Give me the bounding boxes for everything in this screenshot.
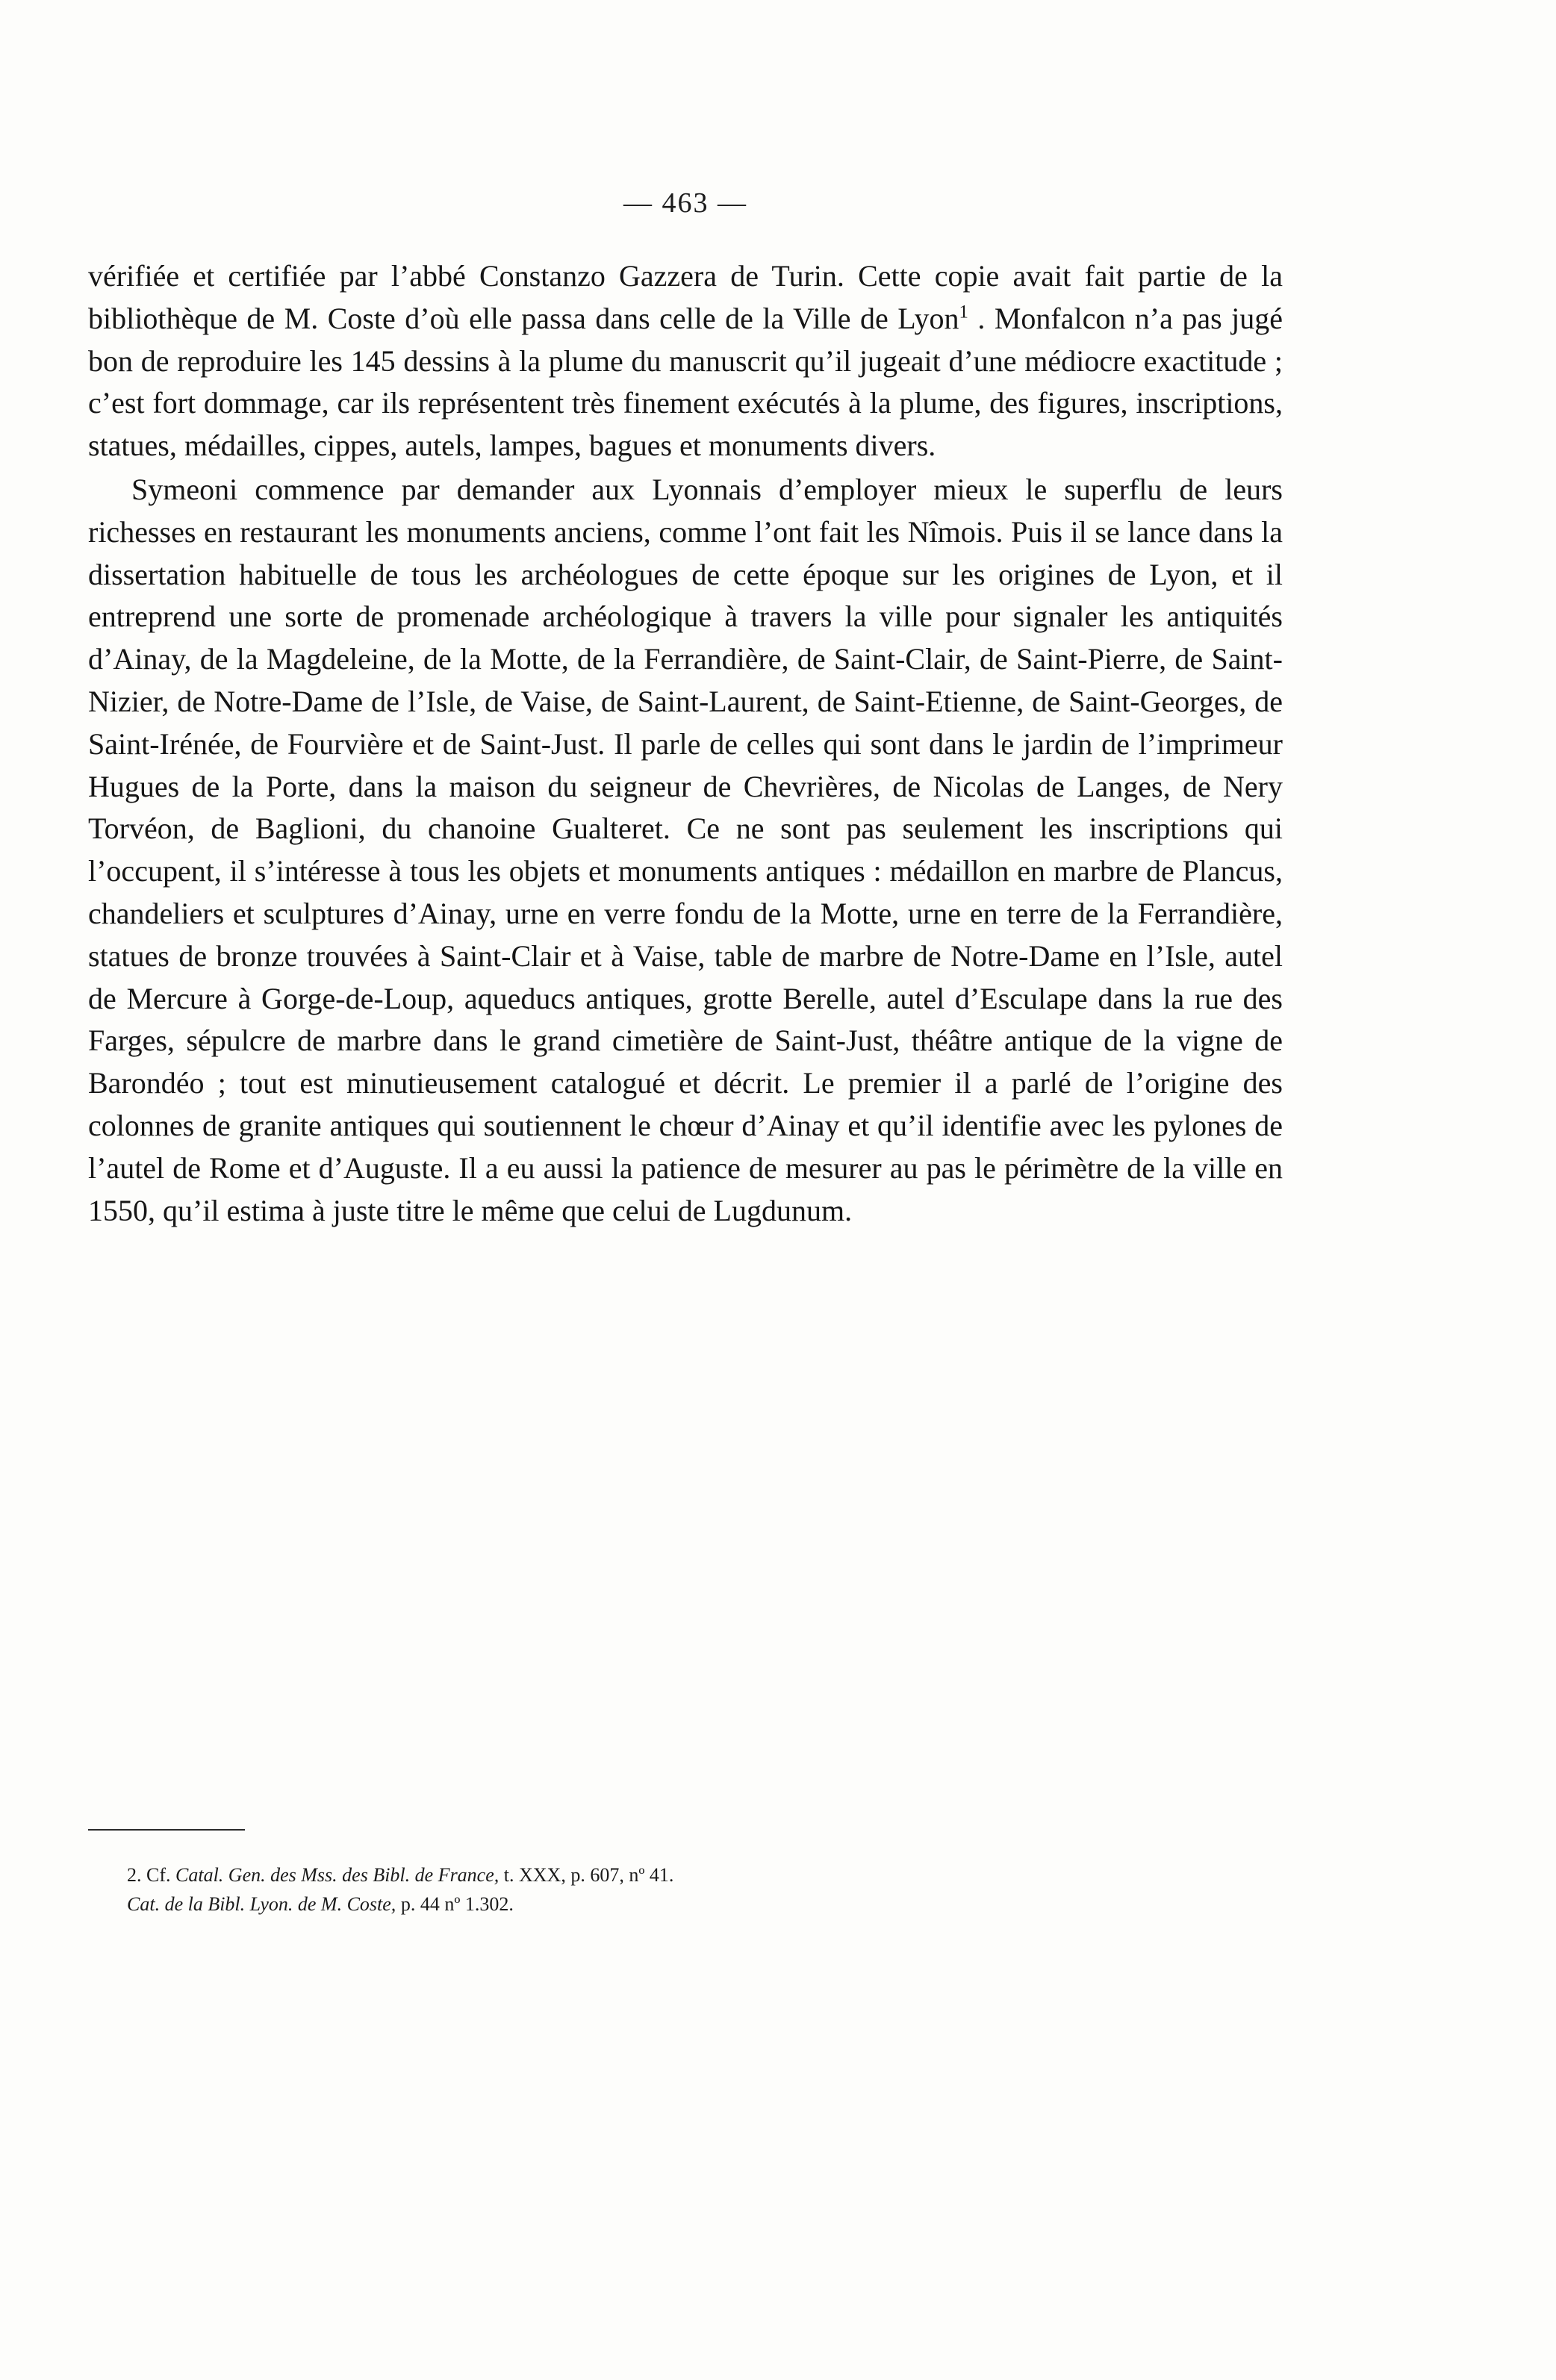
footnotes-block xyxy=(127,1860,1247,1919)
footnote-separator-rule xyxy=(88,1829,245,1831)
folio-suffix: — xyxy=(718,187,747,219)
footnote-title: Catal. Gen. des Mss. des Bibl. de France, xyxy=(175,1864,500,1886)
footnote-tail: p. 44 nº 1.302. xyxy=(396,1893,514,1915)
page-content xyxy=(88,187,1283,1232)
paragraph-2: Symeoni commence par demander aux Lyonnais d’employer mieux le superflu de leurs richesses en restaurant les monuments anciens, comme l’ont fait les Nîmois. Puis il se lance dans la dissertation habituelle de tous les archéologues de cette époque sur les origines de Lyon, et il entreprend une sorte de promenade archéologique à travers la ville pour signaler les antiquités d’Ainay, de la Magdeleine, de la Motte, de la Ferrandière, de Saint-Clair, de Saint-Pierre, de Saint-Nizier, de Notre-Dame de l’Isle, de Vaise, de Saint-Laurent, de Saint-Etienne, de Saint-Georges, de Saint-Irénée, de Fourvière et de Saint-Just. Il parle de celles qui sont dans le jardin de l’imprimeur Hugues de la Porte, dans la maison du seigneur de Chevrières, de Nicolas de Langes, de Nery Torvéon, de Baglioni, du chanoine Gualteret. Ce ne sont pas seulement les inscriptions qui l’occupent, il s’intéresse à tous les objets et monuments antiques : médaillon en marbre de Plancus, chandeliers et sculptures d’Ainay, urne en verre fondu de la Motte, urne en terre de la Ferrandière, statues de bronze trouvées à Saint-Clair et à Vaise, table de marbre de Notre-Dame en l’Isle, autel de Mercure à Gorge-de-Loup, aqueducs antiques, grotte Berelle, autel d’Esculape dans la rue des Farges, sépulcre de marbre dans le grand cimetière de Saint-Just, théâtre antique de la vigne de Barondéo ; tout est minutieusement catalogué et décrit. Le premier il a parlé de l’origine des colonnes de granite antiques qui soutiennent le chœur d’Ainay et qu’il identifie avec les pylones de l’autel de Rome et d’Auguste. Il a eu aussi la patience de mesurer au pas le périmètre de la ville en 1550, qu’il estima à juste titre le même que celui de Lugdunum. xyxy=(88,472,1283,1227)
paragraph-1: vérifiée et certifiée par l’abbé Constanzo Gazzera de Turin. Cette copie avait fait partie de la bibliothèque de M. Coste d’où elle passa dans celle de la Ville de Lyon$^1$ . Monfalcon n’a pas jugé bon de reproduire les 145 dessins à la plume du manuscrit qu’il jugeait d’une médiocre exactitude ; c’est fort dommage, car ils représentent très finement exécutés à la plume, des figures, inscriptions, statues, médailles, cippes, autels, lampes, bagues et monuments divers. xyxy=(88,259,1283,463)
footnote-title: Cat. de la Bibl. Lyon. de M. Coste, xyxy=(127,1893,396,1915)
footnote-item xyxy=(127,1860,1247,1890)
page-folio xyxy=(88,187,1283,219)
footnote-tail: t. XXX, p. 607, nº 41. xyxy=(499,1864,674,1886)
folio-number: 463 xyxy=(662,187,709,219)
footnote-item xyxy=(127,1890,1247,1919)
folio-prefix: — xyxy=(623,187,653,219)
footnote-reference-marker: 1 xyxy=(959,302,968,323)
footnote-marker: 2. xyxy=(127,1864,142,1886)
footnote-lead: Cf. xyxy=(141,1864,175,1886)
